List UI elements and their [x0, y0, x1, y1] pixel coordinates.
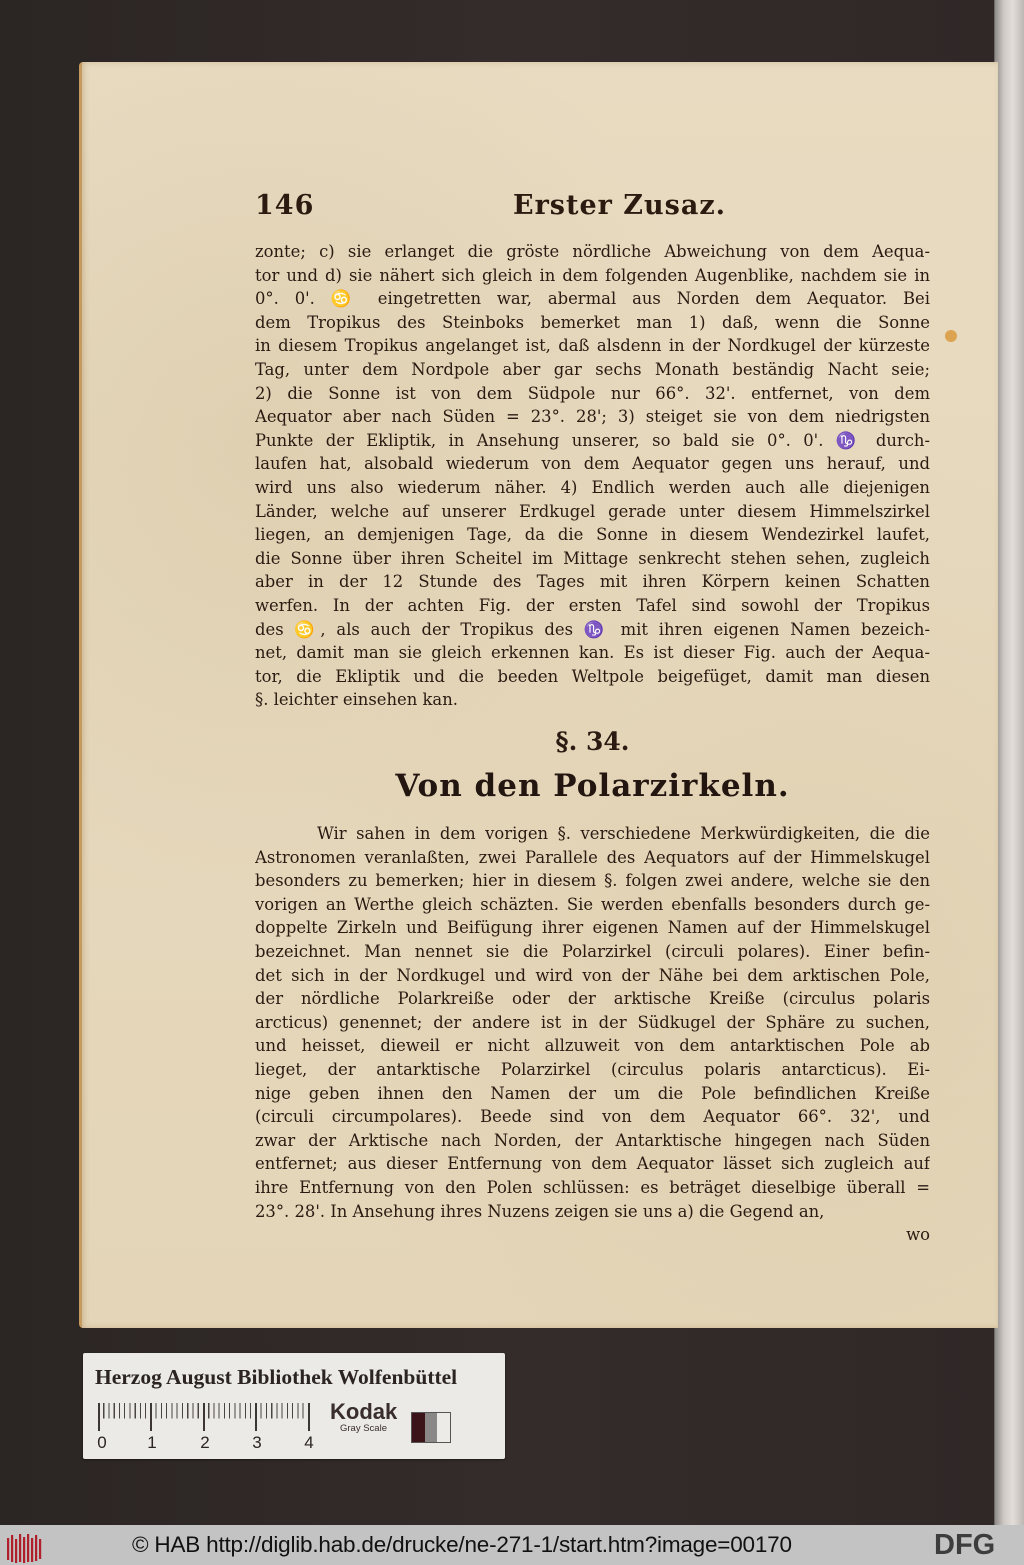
ruler-major-tick [150, 1403, 152, 1431]
text-line: besonders zu bemerken; hier in diesem §. folgen zwei andere, welche sie den [255, 871, 930, 891]
text-line: (circuli circumpolares). Beede sind von dem Aequator 66°. 32', und [255, 1107, 930, 1127]
text-line: lieget, der antarktische Polarzirkel (circulus polaris antarcticus). Ei- [255, 1059, 930, 1079]
page-number: 146 [255, 190, 315, 221]
text-line: der nördliche Polarkreiße oder der arktische Kreiße (circulus polaris [255, 989, 930, 1009]
text-line: Astronomen veranlaßten, zwei Parallele des Aequators auf der Himmelskugel [255, 847, 930, 867]
text-line: doppelte Zirkeln und Beifügung ihrer eigenen Namen auf der Himmelskugel [255, 918, 930, 938]
ruler-label: 1 [147, 1433, 157, 1452]
swatch-dark [412, 1413, 425, 1442]
running-head: Erster Zusaz. [513, 190, 727, 221]
text-line: Wir sahen in dem vorigen §. verschiedene Merkwürdigkeiten, die die [317, 824, 930, 843]
text-line: entfernet; aus dieser Entfernung von dem Aequator lässet sich zugleich auf [255, 1154, 930, 1174]
text-line: laufen hat, alsobald wiederum von dem Aequator gegen uns herauf, und [255, 454, 930, 474]
paragraph-continued [255, 240, 930, 712]
grayscale-label: Gray Scale [340, 1423, 387, 1434]
paper-stain [945, 330, 957, 342]
section-number: §. 34. [555, 727, 630, 756]
text-line: zwar der Arktische nach Norden, der Antarktische hingegen nach Süden [255, 1130, 930, 1150]
text-line: bezeichnet. Man nennet sie die Polarzirkel (circuli polares). Einer befin- [255, 941, 930, 961]
text-line: Aequator aber nach Süden = 23°. 28'; 3) steiget sie von dem niedrigsten [255, 407, 930, 427]
text-line: arcticus) genennet; der andere ist in der Südkugel der Sphäre zu suchen, [255, 1012, 930, 1032]
kodak-logo: Kodak [330, 1399, 398, 1424]
ruler-major-tick [255, 1403, 257, 1431]
ruler-label: 4 [304, 1433, 314, 1452]
text-line: vorigen an Werthe gleich schäzten. Sie werden ebenfalls besonders durch ge- [255, 894, 930, 914]
section-title: Von den Polarzirkeln. [395, 768, 790, 804]
text-line: 0°. 0'. ♋ eingetretten war, abermal aus Norden dem Aequator. Bei [255, 289, 930, 309]
text-line: det sich in der Nordkugel und wird von der Nähe bei dem arktischen Pole, [255, 965, 930, 985]
ruler-major-tick [308, 1403, 310, 1431]
library-name: Herzog August Bibliothek Wolfenbüttel [95, 1365, 458, 1389]
dfg-logo: DFG [934, 1529, 996, 1561]
text-line: Tag, unter dem Nordpole aber gar sechs Monath beständig Nacht seie; [255, 359, 930, 379]
scale-ruler [98, 1403, 310, 1433]
text-line: nige geben ihnen den Namen der um die Pole befindlichen Kreiße [255, 1083, 930, 1103]
text-line: wird uns also wiederum näher. 4) Endlich werden auch alle diejenigen [255, 477, 930, 497]
ruler-labels [98, 1433, 338, 1453]
text-line: ihre Entfernung von den Polen schlüssen: es beträget dieselbige überall = [255, 1177, 930, 1197]
glass-plate-edge [994, 0, 1024, 1525]
ruler-label: 2 [200, 1433, 210, 1452]
text-line: §. leichter einsehen kan. [255, 690, 458, 710]
text-line: und heisset, dieweil er nicht allzuweit von dem antarktischen Pole ab [255, 1036, 930, 1056]
ruler-major-tick [98, 1403, 100, 1431]
library-label-card [83, 1353, 505, 1459]
text-line: net, damit man sie gleich erkennen kan. Es ist dieser Fig. auch der Aequa- [255, 643, 930, 663]
footer-bar [0, 1525, 1024, 1565]
text-line: die Sonne über ihren Scheitel im Mittage senkrecht stehen sehen, zugleich [255, 548, 930, 568]
text-line: zonte; c) sie erlanget die gröste nördliche Abweichung von dem Aequa- [255, 242, 930, 261]
swatch-light [437, 1413, 450, 1442]
text-line: Punkte der Ekliptik, in Ansehung unserer, so bald sie 0°. 0'. ♑ durch- [255, 430, 930, 450]
page-header [255, 190, 955, 230]
text-line: tor, die Ekliptik und die beeden Weltpole beigefüget, damit man diesen [255, 666, 930, 686]
swatch-mid [425, 1413, 438, 1442]
text-line: in diesem Tropikus angelanget ist, daß alsdenn in der Nordkugel der kürzeste [255, 336, 930, 356]
hab-logo-icon [6, 1532, 46, 1564]
copyright-link[interactable]: © HAB http://diglib.hab.de/drucke/ne-271-1/start.htm?image=00170 [132, 1532, 792, 1557]
text-line: 23°. 28'. In Ansehung ihres Nuzens zeigen sie uns a) die Gegend an, [255, 1201, 825, 1221]
paragraph-section-34 [255, 822, 930, 1247]
text-line: aber in der 12 Stunde des Tages mit ihren Körpern keinen Schatten [255, 572, 930, 592]
text-line: liegen, an demjenigen Tage, da die Sonne in diesem Wendezirkel laufet, [255, 525, 930, 545]
grayscale-swatches [411, 1412, 451, 1443]
ruler-major-tick [203, 1403, 205, 1431]
text-line: werfen. In der achten Fig. der ersten Tafel sind sowohl der Tropikus [255, 595, 930, 615]
ruler-label: 3 [252, 1433, 262, 1452]
catchword: wo [906, 1225, 930, 1245]
text-line: Länder, welche auf unserer Erdkugel gerade unter diesem Himmelszirkel [255, 501, 930, 521]
text-line: tor und d) sie nähert sich gleich in dem folgenden Augenblike, nachdem sie in [255, 265, 930, 285]
ruler-label: 0 [97, 1433, 107, 1452]
text-line: 2) die Sonne ist von dem Südpole nur 66°. 32'. entfernet, von dem [255, 383, 930, 403]
text-line: dem Tropikus des Steinboks bemerket man 1) daß, wenn die Sonne [255, 312, 930, 332]
text-line: des ♋, als auch der Tropikus des ♑ mit ihren eigenen Namen bezeich- [255, 619, 930, 639]
